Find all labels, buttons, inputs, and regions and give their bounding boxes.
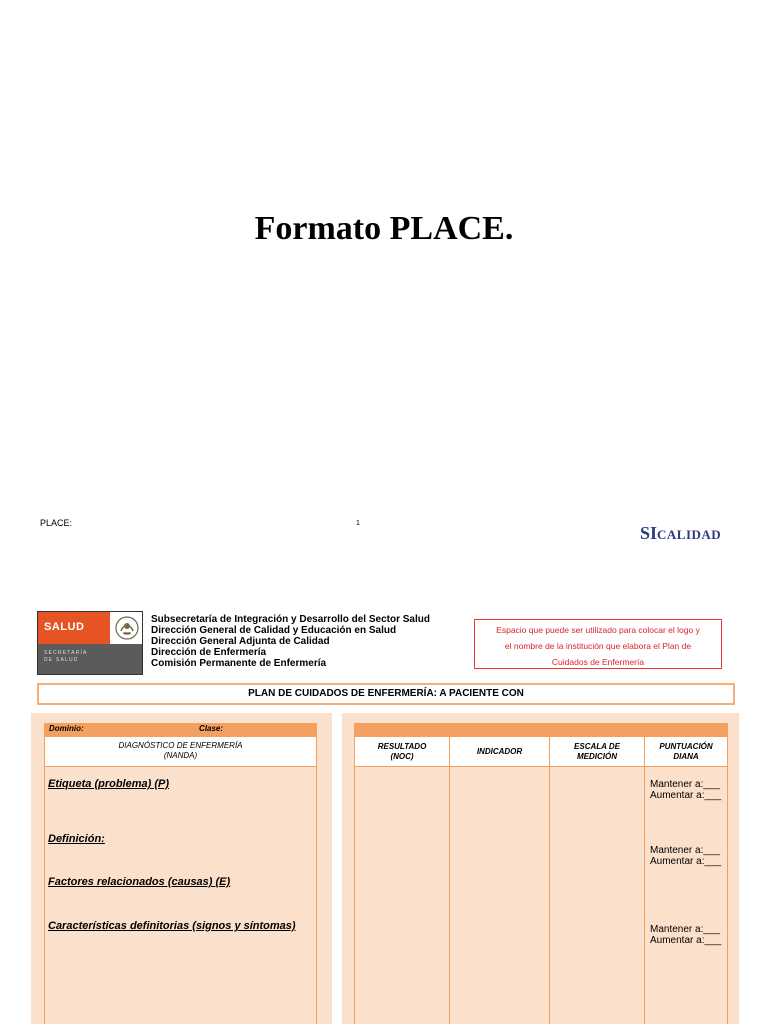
- definicion-label: Definición:: [48, 833, 105, 845]
- logo-placeholder-note: Espacio que puede ser utilizado para colocar el logo y el nombre de la institución que elabora el Plan de Cuidados de Enfermería: [474, 619, 722, 669]
- document-title: Formato PLACE.: [254, 210, 514, 247]
- score-block: Mantener a:___ Aumentar a:___: [650, 779, 722, 801]
- logo-brand-text: SALUD: [44, 621, 85, 633]
- factores-label: Factores relacionados (causas) (E): [48, 876, 231, 888]
- brand-si: SI: [640, 523, 658, 543]
- institution-line: Comisión Permanente de Enfermería: [151, 658, 327, 669]
- col-indicador-header: INDICADOR: [449, 736, 550, 767]
- brand-calidad: CALIDAD: [657, 527, 722, 542]
- col-puntuacion-header: PUNTUACIÓN DIANA: [644, 736, 728, 767]
- sicalidad-logo: [640, 523, 721, 544]
- col-indicador-body: [449, 767, 550, 1024]
- outcomes-header-bar: [354, 723, 728, 736]
- institution-line: Dirección General Adjunta de Calidad: [151, 636, 330, 647]
- clase-label: Clase:: [199, 724, 224, 733]
- score-block: Mantener a:___ Aumentar a:___: [650, 845, 722, 867]
- col-puntuacion-body: [644, 767, 728, 1024]
- col-resultado-body: [354, 767, 450, 1024]
- footer-place-label: PLACE:: [40, 518, 73, 528]
- institution-block: [151, 614, 430, 669]
- plan-title: PLAN DE CUIDADOS DE ENFERMERÍA: A PACIENTE CON: [37, 683, 735, 705]
- diagnosis-header: DIAGNÓSTICO DE ENFERMERÍA (NANDA): [44, 736, 317, 767]
- mexico-seal-icon: [114, 615, 140, 641]
- col-escala-header: ESCALA DE MEDICIÓN: [549, 736, 645, 767]
- col-resultado-header: RESULTADO (NOC): [354, 736, 450, 767]
- caracteristicas-label: Características definitorias (signos y síntomas): [48, 920, 296, 932]
- page-number: 1: [356, 520, 360, 527]
- institution-line: Dirección de Enfermería: [151, 647, 267, 658]
- institution-line: Subsecretaría de Integración y Desarrollo del Sector Salud: [151, 614, 430, 625]
- etiqueta-label: Etiqueta (problema) (P): [48, 778, 170, 790]
- score-block: Mantener a:___ Aumentar a:___: [650, 924, 722, 946]
- logo-subtitle: SECRETARÍA DE SALUD: [44, 650, 88, 663]
- dominio-label: Dominio:: [49, 724, 84, 733]
- salud-logo: [37, 611, 143, 675]
- dominio-clase-header: [44, 723, 317, 736]
- institution-line: Dirección General de Calidad y Educación en Salud: [151, 625, 397, 636]
- col-escala-body: [549, 767, 645, 1024]
